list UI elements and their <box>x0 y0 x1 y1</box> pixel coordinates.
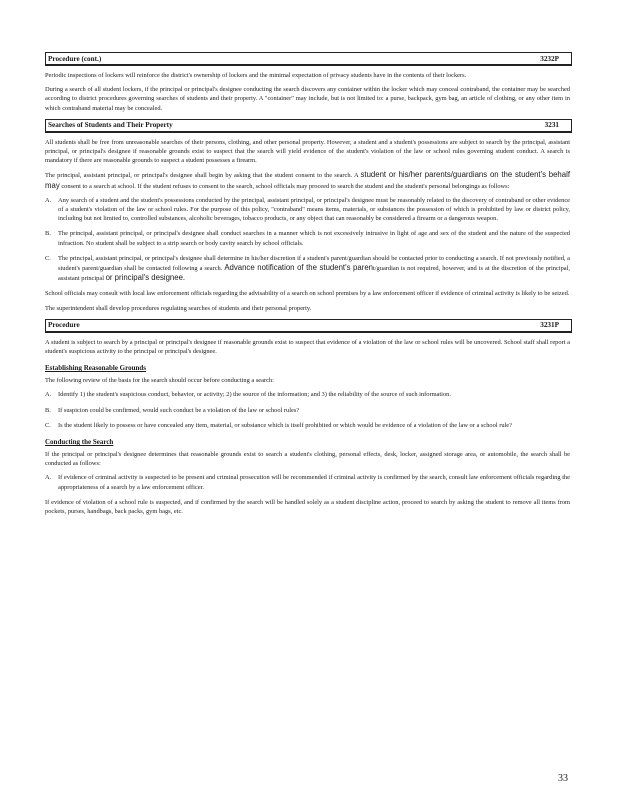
section-header-procedure <box>45 319 572 333</box>
section-title: Searches of Students and Their Property <box>48 121 173 130</box>
list-label: B. <box>45 406 51 414</box>
text-run-sans: or principal's designee. <box>105 273 186 283</box>
subheading: Establishing Reasonable Grounds <box>45 364 147 373</box>
paragraph: If evidence of violation of a school rule is suspected, and if confirmed by the search will be handled solely as a student discipline action, proceed to search by asking the student to remove all items from pockets, purses, handbags, back packs, gym bags, etc. <box>45 498 570 516</box>
list-label: C. <box>45 421 51 429</box>
text-run: The principal, assistant principal, or principal's designee shall begin by asking that the student consent to the search. A <box>45 172 361 180</box>
text-run: The principal, assistant principal, or principal's designee shall determine in his/her discretion if a student's parent/guardian should be contacted prior to conducting a search. If not previously notified, a student's parent/guardian shall be contacted following a search. <box>58 254 570 273</box>
text-run: t/guardian is not required, however, and is at the discretion of the principal, assistant principal <box>58 265 571 283</box>
list-item <box>45 196 570 224</box>
section-title: Procedure <box>48 321 80 330</box>
list-item <box>45 229 570 247</box>
list-text: Any search of a student and the student's possessions conducted by the principal, assistant principal, or principal's designee must be reasonably related to the discovery of contraband or other evidence of a student's violation of the law or school rules. For the purpose of this policy, "contraband" means items, materials, or substances the possession of which is prohibited by law or district policy, including but not limited to, controlled substances, alcoholic beverages, tobacco products, or any object that can reasonably be considered a firearm or a dangerous weapon. <box>58 196 570 223</box>
list-text: If suspicion could be confirmed, would such conduct be a violation of the law or school rules? <box>58 406 300 414</box>
paragraph <box>45 170 570 190</box>
list-item <box>45 421 570 430</box>
list-text: The principal, assistant principal, or principal's designee shall conduct searches in a manner which is not excessively intrusive in light of age and sex of the student and the nature of the suspected infraction. No student shall be subject to a strip search or body cavity search by school officials. <box>58 230 570 247</box>
paragraph: The following review of the basis for the search should occur before conducting a search: <box>45 377 274 385</box>
list-item <box>45 473 570 491</box>
page-number: 33 <box>558 773 568 784</box>
list-label: B. <box>45 230 51 238</box>
section-code: 3231 <box>544 121 559 130</box>
list-label: A. <box>45 391 52 399</box>
paragraph: Periodic inspections of lockers will reinforce the district's ownership of lockers and the minimal expectation of privacy students have in the contents of their lockers. <box>45 72 467 79</box>
paragraph: The superintendent shall develop procedures regulating searches of students and their personal property. <box>45 304 312 312</box>
section-code: 3232P <box>540 54 559 63</box>
text-run: consent to a search at school. If the student refuses to consent to the search, school officials may proceed to search the student and the student's personal belongings as follows: <box>59 182 510 190</box>
list-label: A. <box>45 196 52 204</box>
text-run-sans: Advance notification of the student's paren <box>224 263 373 273</box>
paragraph: All students shall be free from unreasonable searches of their persons, clothing, and other personal property. However, a student and a student's possessions are subject to search by the principal, assistant principal, or principal's designee if reasonable grounds exist to suspect that the search will yield evidence of the student's violation of the law or school rules governing student conduct. A search is mandatory if there are reasonable grounds to suspect a student possesses a firearm. <box>45 138 570 165</box>
list-text: If evidence of criminal activity is suspected to be present and criminal prosecution will be recommended if criminal activity is confirmed by the search, consult law enforcement officials regarding the appropriateness of a search by a law enforcement officer. <box>58 474 570 491</box>
list-label: C. <box>45 254 51 262</box>
list-text: Identify 1) the student's suspicious conduct, behavior, or activity; 2) the source of the information; and 3) the reliability of the source of such information. <box>58 391 451 399</box>
list-item <box>45 406 570 415</box>
list-text <box>58 254 570 284</box>
document-page <box>45 46 570 521</box>
list-item <box>45 254 570 284</box>
list-label: A. <box>45 474 52 482</box>
list-text: Is the student likely to possess or have concealed any item, material, or substance which is itself prohibited or which would be evidence of a violation of the law or a school rule? <box>58 421 512 429</box>
list-item <box>45 390 570 399</box>
paragraph: School officials may consult with local law enforcement officials regarding the advisability of a search on school premises by a law enforcement officer if evidence of criminal activity is likely to be seized. <box>45 290 570 298</box>
paragraph: A student is subject to search by a principal or principal's designee if reasonable grounds exist to suspect that evidence of a violation of the law or school rules will be uncovered. School staff shall report a student's suspicious activity to the principal or principal's designee. <box>45 338 570 356</box>
section-header-procedure-cont <box>45 52 572 66</box>
section-code: 3231P <box>540 321 559 330</box>
paragraph: If the principal or principal's designee determines that reasonable grounds exist to search a student's clothing, personal effects, desk, locker, assigned storage area, or automobile, the search shall be conducted as follows: <box>45 451 570 468</box>
section-title: Procedure (cont.) <box>48 54 102 63</box>
text-run-sans: student or his/her parents/guardians on the student's behalf may <box>45 170 570 190</box>
paragraph: During a search of all student lockers, if the principal or principal's designee conducting the search discovers any container within the locker which may conceal contraband, the container may be searched according to district procedures governing searches of students and their property. A "container" may include, but is not limited to: a purse, backpack, gym bag, an article of clothing, or any other item in which contraband material may be concealed. <box>45 86 570 112</box>
section-header-searches <box>45 119 572 133</box>
subheading: Conducting the Search <box>45 438 114 447</box>
